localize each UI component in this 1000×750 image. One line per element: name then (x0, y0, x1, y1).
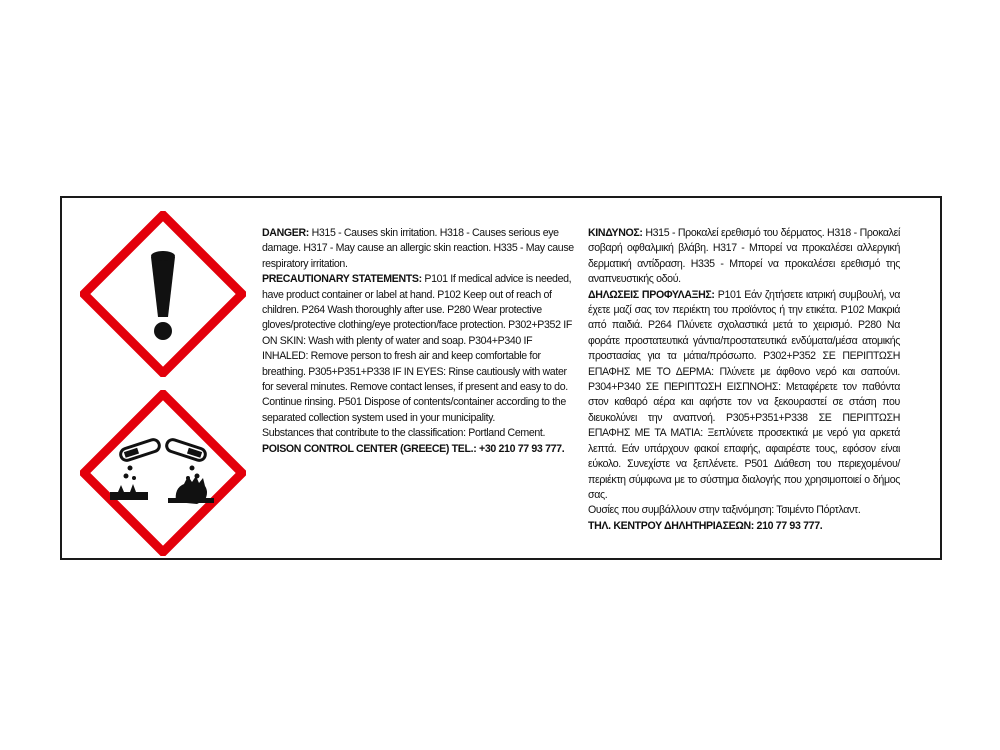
danger-text-greek: H315 - Προκαλεί ερεθισμό του δέρματος. H318 - Προκαλεί σοβαρή οφθαλμική βλάβη. H317 - Μπορεί να προκαλέσει αλλεργική δερματική αντίδραση. H335 - Μπορεί να προκαλέσει ερεθισμό της αναπνευστικής οδού. (588, 227, 900, 286)
exclamation-mark-icon (80, 211, 246, 377)
precaution-heading-greek: ΔΗΛΩΣΕΙΣ ΠΡΟΦΥΛΑΞΗΣ: (588, 288, 715, 301)
precautionary-statement-greek (588, 288, 900, 504)
greek-text-column (588, 226, 900, 534)
corrosion-icon (80, 390, 246, 556)
substances-line: Substances that contribute to the classification: Portland Cement. (262, 427, 546, 440)
hazard-label (60, 196, 942, 560)
precaution-text: P101 If medical advice is needed, have product container or label at hand. P102 Keep out of reach of children. P264 Wash thoroughly after use. P280 Wear protective gloves/protective clothing/eye protection/face protection. P302+P352 IF ON SKIN: Wash with plenty of water and soap. P304+P340 IF INHALED: Remove person to fresh air and keep comfortable for breathing. P305+P351+P338 IF IN EYES: Rinse cautiously with water for several minutes. Remove contact lenses, if present and easy to do. Continue rinsing. P501 Dispose of contents/container according to the separated collection system used in your municipality. (262, 273, 572, 424)
poison-center-text: POISON CONTROL CENTER (GREECE) TEL.: +30 210 77 93 777. (262, 442, 565, 455)
precaution-text-greek: P101 Εάν ζητήσετε ιατρική συμβουλή, να έχετε μαζί σας τον περιέκτη του προϊόντος ή την ετικέτα. P102 Μακριά από παιδιά. P264 Πλύνετε σχολαστικά μετά το χειρισμό. P280 Να φοράτε προστατευτικά γάντια/προστατευτικά ενδύματα/μέσα ατομικής προστασίας για τα μάτια/πρόσωπο. P302+P352 ΣΕ ΠΕΡΙΠΤΩΣΗ ΕΠΑΦΗΣ ΜΕ ΤΟ ΔΕΡΜΑ: Πλύνετε με άφθονο νερό και σαπούνι. P304+P340 ΣΕ ΠΕΡΙΠΤΩΣΗ ΕΙΣΠΝΟΗΣ: Μεταφέρετε τον παθόντα στον καθαρό αέρα και αφήστε τον να ξεκουραστεί σε στάση που διευκολύνει την αναπνοή. P305+P351+P338 ΣΕ ΠΕΡΙΠΤΩΣΗ ΕΠΑΦΗΣ ΜΕ ΤΑ ΜΑΤΙΑ: Ξεπλύνετε προσεκτικά με νερό για αρκετά λεπτά. Εάν υπάρχουν φακοί επαφής, αφαιρέστε τους, εφόσον είναι εύκολο. Συνεχίστε να ξεπλένετε. P501 Διάθεση του περιεχομένου/περιέκτη σύμφωνα με το σύστημα διαλογής που χρησιμοποιεί ο δήμος σας. (588, 288, 900, 501)
poison-center-line (262, 442, 574, 457)
precautionary-statement (262, 272, 574, 426)
english-text-column (262, 226, 574, 457)
danger-heading: DANGER: (262, 227, 309, 239)
danger-statement (262, 226, 574, 272)
danger-heading-greek: ΚΙΝΔΥΝΟΣ: (588, 227, 643, 239)
poison-center-line-greek (588, 519, 900, 534)
precaution-heading: PRECAUTIONARY STATEMENTS: (262, 273, 422, 286)
danger-text: H315 - Causes skin irritation. H318 - Causes serious eye damage. H317 - May cause an allergic skin reaction. H335 - May cause respiratory irritation. (262, 227, 574, 270)
danger-statement-greek (588, 226, 900, 288)
poison-center-text-greek: ΤΗΛ. ΚΕΝΤΡΟΥ ΔΗΛΗΤΗΡΙΑΣΕΩΝ: 210 77 93 777. (588, 519, 823, 532)
substances-line-greek: Ουσίες που συμβάλλουν στην ταξινόμηση: Τσιμέντο Πόρτλαντ. (588, 504, 861, 517)
